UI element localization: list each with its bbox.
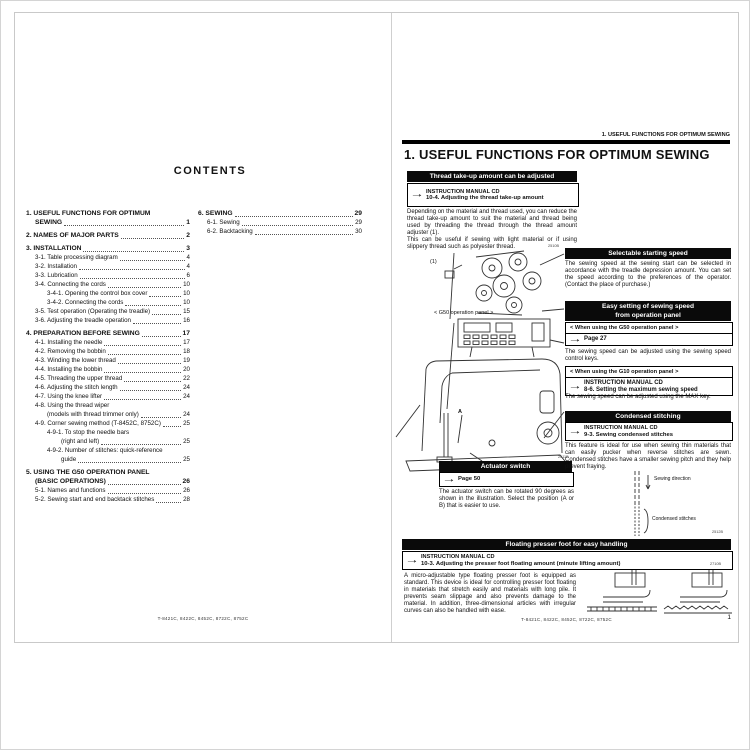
toc-entry bbox=[26, 486, 190, 495]
toc-entry-label: guide bbox=[61, 456, 77, 463]
toc-entry bbox=[26, 401, 190, 410]
toc-entry-label: 3. INSTALLATION bbox=[26, 245, 82, 252]
toc-entry bbox=[26, 446, 190, 455]
toc-entry-label: 6. SEWING bbox=[198, 210, 233, 217]
toc-entry-label: 5-2. Sewing start and end backtack stitches bbox=[35, 496, 155, 503]
toc-dot-leader bbox=[156, 502, 181, 503]
toc-entry-label: 4-9. Corner sewing method (T-8452C, 8752C) bbox=[35, 420, 161, 427]
toc-entry bbox=[26, 455, 190, 464]
toc-entry-label: 4-7. Using the knee lifter bbox=[35, 393, 103, 400]
toc-dot-leader bbox=[125, 305, 181, 306]
toc-entry bbox=[26, 289, 190, 298]
arrow-icon: → bbox=[405, 554, 419, 566]
arrow-icon: → bbox=[568, 425, 582, 437]
toc-dot-leader bbox=[120, 260, 185, 261]
section-header-easy-setting: Easy setting of sewing speed from operation panel bbox=[565, 301, 731, 321]
toc-entry bbox=[26, 338, 190, 347]
toc-entry-label: 3-4. Connecting the cords bbox=[35, 281, 106, 288]
toc-entry bbox=[26, 347, 190, 356]
thread-takeup-paragraph-2: This can be useful if sewing with light material or if using slippery thread such as polyester thread. bbox=[407, 237, 577, 250]
condensed-stitches-label: Condensed stitches bbox=[652, 516, 696, 522]
page-reference-box-actuator bbox=[439, 472, 574, 487]
toc-page-number: 29 bbox=[354, 210, 362, 217]
toc-entry-label: SEWING bbox=[35, 219, 63, 226]
toc-entry bbox=[26, 329, 190, 338]
toc-entry bbox=[198, 227, 362, 236]
toc-entry-label: 3-4-2. Connecting the cords bbox=[47, 299, 124, 306]
toc-page-number: 10 bbox=[183, 281, 190, 288]
toc-dot-leader bbox=[118, 363, 181, 364]
toc-page-number: 10 bbox=[183, 299, 190, 306]
toc-entry-label: 3-2. Installation bbox=[35, 263, 77, 270]
toc-entry bbox=[26, 356, 190, 365]
figure-code-stitches: 2512B bbox=[712, 530, 723, 534]
toc-entry-label: 3-1. Table processing diagram bbox=[35, 254, 118, 261]
left-footer-models: T-8421C, 8422C, 8452C, 8722C, 8752C bbox=[157, 616, 249, 621]
g50-page-ref: Page 27 bbox=[584, 336, 607, 343]
toc-entry bbox=[26, 307, 190, 316]
toc-entry-label: 3-5. Test operation (Operating the treadle) bbox=[35, 308, 151, 315]
condensed-paragraph: This feature is ideal for use when sewing thin materials that can easily pucker when reverse stitches are sewn. Condensed stitches have a smaller sewing pitch and they help prevent fraying. bbox=[565, 443, 731, 470]
thread-takeup-paragraph-1: Depending on the material and thread used, you can reduce the thread take-up amount to suit the material and thread being used by threading the thread through the thread amount adjuster (1). bbox=[407, 209, 577, 236]
toc-dot-leader bbox=[101, 444, 181, 445]
toc-entry-label: 5. USING THE G50 OPERATION PANEL bbox=[26, 469, 150, 476]
toc-entry-label: 4-2. Removing the bobbin bbox=[35, 348, 106, 355]
sewing-direction-label: Sewing direction bbox=[654, 476, 691, 482]
toc-dot-leader bbox=[104, 345, 181, 346]
figure-code-floating: 2710B bbox=[710, 562, 721, 566]
toc-column-1 bbox=[26, 205, 190, 504]
g50-panel-box bbox=[565, 322, 733, 346]
toc-dot-leader bbox=[152, 314, 181, 315]
arrow-icon: → bbox=[568, 334, 582, 345]
toc-dot-leader bbox=[149, 296, 181, 297]
toc-entry-label: (BASIC OPERATIONS) bbox=[35, 478, 106, 485]
page-title: 1. USEFUL FUNCTIONS FOR OPTIMUM SEWING bbox=[404, 147, 710, 162]
toc-entry bbox=[26, 218, 190, 227]
toc-entry-label: 4-8. Using the thread wiper bbox=[35, 402, 110, 409]
toc-entry-label: 4-9-1. To stop the needle bars bbox=[47, 429, 130, 436]
toc-entry-label: 4-3. Winding the lower thread bbox=[35, 357, 116, 364]
toc-page-number: 29 bbox=[355, 219, 362, 226]
toc-dot-leader bbox=[108, 287, 181, 288]
toc-page-number: 10 bbox=[183, 290, 190, 297]
toc-dot-leader bbox=[104, 399, 181, 400]
toc-entry-label: 4-1. Installing the needle bbox=[35, 339, 103, 346]
toc-entry-label: (right and left) bbox=[61, 438, 100, 445]
arrow-icon: → bbox=[568, 381, 582, 392]
toc-dot-leader bbox=[124, 381, 181, 382]
toc-page-number: 26 bbox=[183, 487, 190, 494]
section-header-floating-foot: Floating presser foot for easy handling bbox=[402, 539, 731, 550]
toc-dot-leader bbox=[235, 216, 353, 217]
toc-entry bbox=[26, 244, 190, 253]
toc-dot-leader bbox=[108, 354, 181, 355]
toc-entry bbox=[26, 468, 190, 477]
toc-entry bbox=[26, 253, 190, 262]
toc-dot-leader bbox=[80, 278, 185, 279]
toc-entry bbox=[26, 437, 190, 446]
toc-dot-leader bbox=[79, 269, 185, 270]
contents-heading: CONTENTS bbox=[173, 165, 247, 177]
toc-entry-label: 6-1. Sewing bbox=[207, 219, 240, 226]
manual-reference-box-thread-takeup bbox=[407, 183, 579, 207]
toc-entry bbox=[26, 365, 190, 374]
toc-entry bbox=[26, 209, 190, 218]
toc-dot-leader bbox=[104, 372, 181, 373]
selectable-speed-paragraph: The sewing speed at the sewing start can be selected in accordance with the treadle depression amount. You can set the speed according to the preferences of the operator. (Contact the place of purchase.) bbox=[565, 261, 731, 288]
toc-entry bbox=[26, 298, 190, 307]
toc-entry bbox=[26, 271, 190, 280]
toc-entry-label: 4-6. Adjusting the stitch length bbox=[35, 384, 118, 391]
toc-page-number: 1 bbox=[186, 219, 190, 226]
toc-entry-label: 4-4. Installing the bobbin bbox=[35, 366, 103, 373]
toc-page-number: 18 bbox=[183, 348, 190, 355]
toc-dot-leader bbox=[121, 238, 185, 239]
toc-page-number: 28 bbox=[183, 496, 190, 503]
toc-page-number: 25 bbox=[183, 456, 190, 463]
toc-entry-label: 1. USEFUL FUNCTIONS FOR OPTIMUM bbox=[26, 210, 151, 217]
toc-dot-leader bbox=[64, 225, 184, 226]
toc-entry bbox=[26, 316, 190, 325]
manual-reference-box-floating: → INSTRUCTION MANUAL CD 10-3. Adjusting the presser foot floating amount (minute lifting amount) bbox=[402, 551, 733, 570]
toc-page-number: 24 bbox=[183, 384, 190, 391]
toc-page-number: 3 bbox=[186, 245, 190, 252]
right-footer-models: T-8421C, 8422C, 8452C, 8722C, 8752C bbox=[521, 617, 612, 622]
toc-page-number: 26 bbox=[182, 478, 190, 485]
toc-entry-label: 4. PREPARATION BEFORE SEWING bbox=[26, 330, 140, 337]
toc-dot-leader bbox=[83, 251, 184, 252]
page-number: 1 bbox=[727, 614, 731, 621]
toc-dot-leader bbox=[133, 323, 181, 324]
toc-entry-label: 5-1. Names and functions bbox=[35, 487, 106, 494]
toc-page-number: 17 bbox=[183, 339, 190, 346]
toc-entry-label: 2. NAMES OF MAJOR PARTS bbox=[26, 232, 119, 239]
toc-dot-leader bbox=[141, 417, 181, 418]
toc-dot-leader bbox=[242, 225, 353, 226]
floating-foot-paragraph: A micro-adjustable type floating presser foot is equipped as standard. This device is ideal for controlling presser foot floating in materials that stretch easily and materials with long pile. It prevents seam slippage and also prevents damage to the material. In addition, three-dimensional articles with irregular curves can also be handled with ease. bbox=[404, 573, 576, 614]
g10-manual-ref: INSTRUCTION MANUAL CD 8-6. Setting the maximum sewing speed bbox=[584, 380, 698, 393]
position-label-a: A bbox=[458, 409, 462, 415]
toc-entry bbox=[26, 231, 190, 240]
manual-reference-text: INSTRUCTION MANUAL CD 10-4. Adjusting the thread take-up amount bbox=[426, 188, 544, 201]
toc-dot-leader bbox=[142, 336, 181, 337]
toc-page-number: 6 bbox=[186, 272, 190, 279]
toc-entry-label: 4-9-2. Number of stitches: quick-reference bbox=[47, 447, 163, 454]
toc-page-number: 4 bbox=[186, 254, 190, 261]
arrow-icon: → bbox=[442, 473, 456, 485]
toc-page-number: 19 bbox=[183, 357, 190, 364]
toc-entry bbox=[26, 383, 190, 392]
toc-entry bbox=[26, 262, 190, 271]
toc-page-number: 24 bbox=[183, 411, 190, 418]
toc-page-number: 22 bbox=[183, 375, 190, 382]
figure-code-tension: 2510B bbox=[548, 244, 559, 248]
section-header-condensed: Condensed stitching bbox=[565, 411, 731, 422]
toc-page-number: 2 bbox=[186, 232, 190, 239]
toc-page-number: 20 bbox=[183, 366, 190, 373]
toc-entry bbox=[198, 218, 362, 227]
toc-page-number: 15 bbox=[183, 308, 190, 315]
useful-functions-page bbox=[392, 13, 738, 642]
toc-page-number: 30 bbox=[355, 228, 362, 235]
toc-entry-label: 4-5. Threading the upper thread bbox=[35, 375, 123, 382]
arrow-icon: → bbox=[410, 189, 424, 200]
toc-entry bbox=[26, 495, 190, 504]
g50-panel-label: < G50 operation panel > bbox=[434, 310, 494, 316]
toc-page-number: 24 bbox=[183, 393, 190, 400]
manual-two-page-spread bbox=[14, 12, 739, 643]
section-header-thread-takeup: Thread take-up amount can be adjusted bbox=[407, 171, 577, 182]
toc-entry-label: 3-3. Lubrication bbox=[35, 272, 78, 279]
g10-panel-box bbox=[565, 366, 733, 396]
toc-entry bbox=[26, 477, 190, 486]
section-header-actuator: Actuator switch bbox=[439, 461, 572, 472]
toc-entry-label: 6-2. Backtacking bbox=[207, 228, 253, 235]
figure-code-machine: 2611B bbox=[558, 455, 569, 459]
toc-dot-leader bbox=[255, 234, 353, 235]
running-header: 1. USEFUL FUNCTIONS FOR OPTIMUM SEWING bbox=[601, 132, 730, 138]
toc-page-number: 17 bbox=[182, 330, 190, 337]
toc-entry bbox=[198, 209, 362, 218]
g50-speed-paragraph: The sewing speed can be adjusted using the sewing speed control keys. bbox=[565, 349, 731, 362]
actuator-page-ref: Page 50 bbox=[458, 476, 481, 483]
toc-entry bbox=[26, 392, 190, 401]
toc-dot-leader bbox=[120, 390, 182, 391]
toc-entry bbox=[26, 428, 190, 437]
actuator-paragraph: The actuator switch can be rotated 90 degrees as shown in the illustration. Select the position (A or B) that is easier to use. bbox=[439, 489, 574, 509]
toc-entry bbox=[26, 410, 190, 419]
toc-entry-label: 3-4-1. Opening the control box cover bbox=[47, 290, 148, 297]
g50-panel-condition: < When using the G50 operation panel > bbox=[566, 323, 732, 334]
toc-page-number: 25 bbox=[183, 420, 190, 427]
toc-dot-leader bbox=[108, 493, 182, 494]
section-header-selectable-speed: Selectable starting speed bbox=[565, 248, 731, 259]
toc-dot-leader bbox=[108, 484, 181, 485]
toc-entry bbox=[26, 280, 190, 289]
contents-page bbox=[15, 13, 391, 642]
toc-entry-label: (models with thread trimmer only) bbox=[47, 411, 139, 418]
toc-column-2 bbox=[198, 205, 362, 236]
toc-page-number: 16 bbox=[183, 317, 190, 324]
toc-entry bbox=[26, 419, 190, 428]
toc-dot-leader bbox=[163, 426, 181, 427]
manual-reference-box-condensed: → INSTRUCTION MANUAL CD 9-3. Sewing condensed stitches bbox=[565, 422, 733, 441]
g10-speed-paragraph: The sewing speed can be adjusted using the MAX key. bbox=[565, 394, 711, 400]
toc-page-number: 4 bbox=[186, 263, 190, 270]
toc-entry-label: 3-6. Adjusting the treadle operation bbox=[35, 317, 131, 324]
toc-entry bbox=[26, 374, 190, 383]
part-label-1: (1) bbox=[430, 259, 437, 265]
toc-page-number: 25 bbox=[183, 438, 190, 445]
toc-dot-leader bbox=[78, 462, 181, 463]
g10-panel-condition: < When using the G10 operation panel > bbox=[566, 367, 732, 378]
